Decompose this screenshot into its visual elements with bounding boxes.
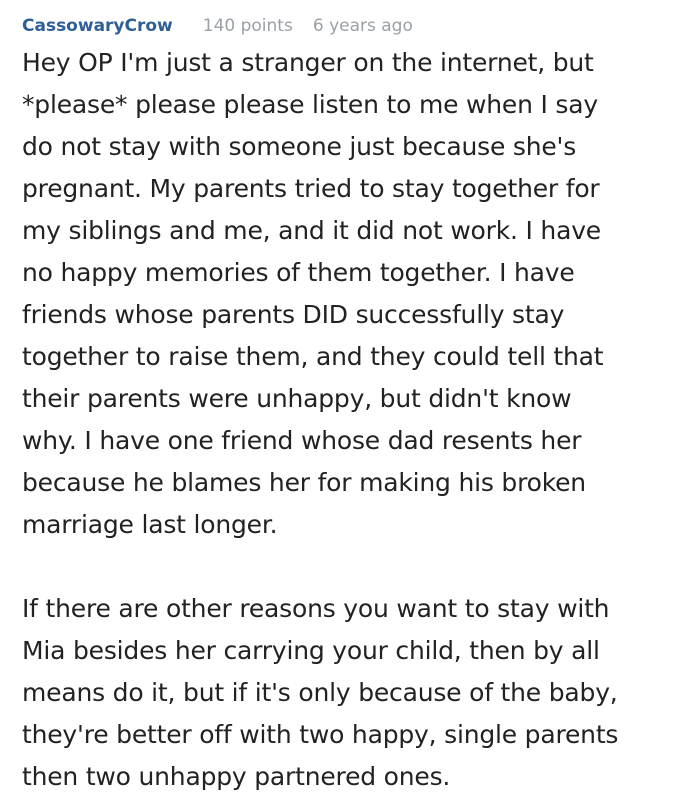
comment-text-line: because he blames her for making his broken bbox=[22, 468, 586, 497]
comment-meta bbox=[22, 16, 678, 42]
comment-text-line: why. I have one friend whose dad resents her bbox=[22, 426, 582, 455]
comment-text-line: friends whose parents DID successfully stay bbox=[22, 300, 565, 329]
comment-text-line: means do it, but if it's only because of the baby, bbox=[22, 678, 618, 707]
comment-text-line: together to raise them, and they could tell that bbox=[22, 342, 604, 371]
comment-paragraph-1 bbox=[22, 42, 678, 546]
comment-text-line: marriage last longer. bbox=[22, 510, 278, 539]
comment-text-line: do not stay with someone just because she's bbox=[22, 132, 577, 161]
comment-text-line: If there are other reasons you want to stay with bbox=[22, 594, 610, 623]
comment-timestamp: 6 years ago bbox=[312, 16, 413, 36]
comment-text-line: *please* please please listen to me when I say bbox=[22, 90, 598, 119]
comment-text-line: no happy memories of them together. I have bbox=[22, 258, 575, 287]
comment-text-line: they're better off with two happy, single parents bbox=[22, 720, 619, 749]
comment-text-line: then two unhappy partnered ones. bbox=[22, 762, 451, 791]
comment-author-link[interactable]: CassowaryCrow bbox=[22, 16, 173, 36]
comment-text-line: their parents were unhappy, but didn't know bbox=[22, 384, 572, 413]
comment-text-line: my siblings and me, and it did not work. I have bbox=[22, 216, 601, 245]
comment-text-line: pregnant. My parents tried to stay together for bbox=[22, 174, 600, 203]
comment-text-line: Hey OP I'm just a stranger on the internet, but bbox=[22, 48, 594, 77]
comment-text-line: Mia besides her carrying your child, then by all bbox=[22, 636, 600, 665]
comment-body bbox=[22, 42, 678, 798]
comment-paragraph-2 bbox=[22, 588, 678, 798]
comment-points: 140 points bbox=[202, 16, 293, 36]
